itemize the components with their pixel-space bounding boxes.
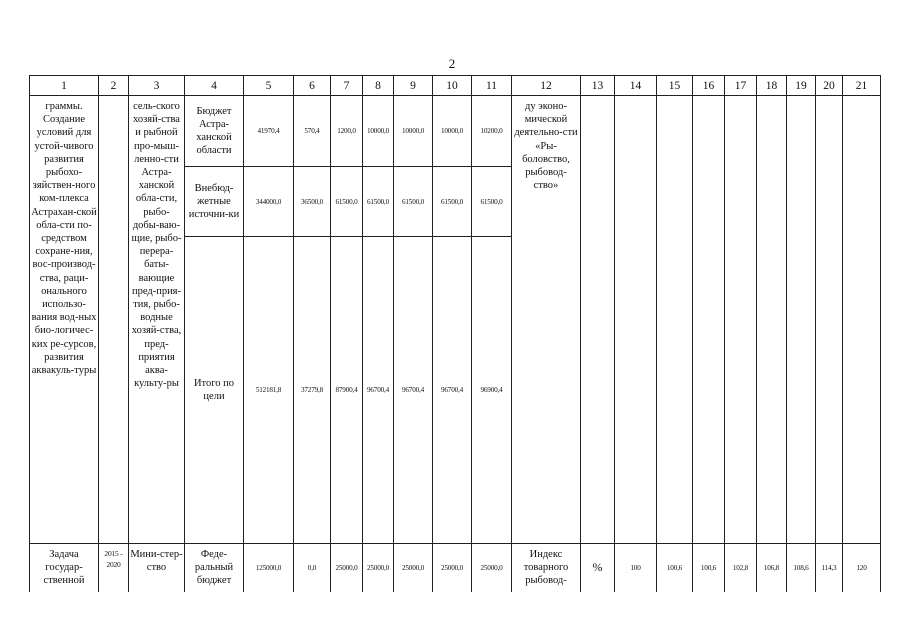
column-number: 5 — [244, 76, 294, 96]
empty-cell — [581, 96, 615, 544]
value-cell: 344000,0 — [244, 167, 294, 237]
indicator-description: ду эконо-мической деятельно-сти «Ры-боловство, рыбовод-ство» — [512, 96, 581, 544]
indicator-value: 106,8 — [757, 544, 787, 592]
column-number: 12 — [512, 76, 581, 96]
header-row — [30, 76, 881, 96]
empty-cell — [615, 96, 657, 544]
value-cell: 512181,8 — [244, 237, 294, 544]
indicator-value: 100,6 — [693, 544, 725, 592]
value-cell: 41970,4 — [244, 96, 294, 167]
value-cell: 61500,0 — [363, 167, 394, 237]
value-cell: 61500,0 — [331, 167, 363, 237]
column-number: 6 — [294, 76, 331, 96]
indicator-value: 108,6 — [787, 544, 816, 592]
empty-cell — [693, 96, 725, 544]
value-cell: 61500,0 — [472, 167, 512, 237]
value-cell: 25000,0 — [363, 544, 394, 592]
column-number: 14 — [615, 76, 657, 96]
column-number: 3 — [129, 76, 185, 96]
column-number: 19 — [787, 76, 816, 96]
column-number: 9 — [394, 76, 433, 96]
indicator-value: 100,6 — [657, 544, 693, 592]
empty-cell — [816, 96, 843, 544]
column-number: 2 — [99, 76, 129, 96]
period-cell: 2015 - 2020 — [99, 544, 129, 592]
page-number: 2 — [448, 56, 456, 71]
indicator-value: 120 — [843, 544, 881, 592]
program-table — [29, 75, 881, 592]
column-number: 16 — [693, 76, 725, 96]
empty-cell — [657, 96, 693, 544]
table-row — [30, 544, 881, 592]
column-number: 21 — [843, 76, 881, 96]
table-row — [30, 96, 881, 167]
empty-cell — [757, 96, 787, 544]
goal-description: граммы. Создание условий для устой-чивого развития рыбохо-зяйствен-ного ком-плекса Астрахан-ской обла-сти по-средством сохране-ния, вос-производ-ства, раци-онального использо-вания вод-ных био-логичес-ких ре-сурсов, развития аквакуль-туры — [30, 96, 99, 544]
column-number: 17 — [725, 76, 757, 96]
value-cell: 25000,0 — [394, 544, 433, 592]
value-cell: 25000,0 — [433, 544, 472, 592]
value-cell: 37279,8 — [294, 237, 331, 544]
executor-description: сель-ского хозяй-ства и рыбной про-мыш-ленно-сти Астра-ханской обла-сти, рыбо-добы-ваю-щие, рыбо-перера-баты-вающие пред-прия-тия, рыбо-водные хозяй-ства, пред-приятия аква-культу-ры — [129, 96, 185, 544]
funding-source: Внебюд-жетные источни-ки — [185, 167, 244, 237]
column-number: 11 — [472, 76, 512, 96]
column-number: 18 — [757, 76, 787, 96]
task-description: Задача государ-ственной — [30, 544, 99, 592]
column-number: 4 — [185, 76, 244, 96]
value-cell: 61500,0 — [394, 167, 433, 237]
value-cell: 570,4 — [294, 96, 331, 167]
value-cell: 1200,0 — [331, 96, 363, 167]
empty-cell — [787, 96, 816, 544]
unit-cell: % — [581, 544, 615, 592]
value-cell: 10000,0 — [433, 96, 472, 167]
column-number: 7 — [331, 76, 363, 96]
indicator-value: 102,8 — [725, 544, 757, 592]
indicator-description: Индекс товарного рыбовод- — [512, 544, 581, 592]
empty-cell — [843, 96, 881, 544]
funding-source: Бюджет Астра-ханской области — [185, 96, 244, 167]
empty-cell — [725, 96, 757, 544]
indicator-value: 114,3 — [816, 544, 843, 592]
column-number: 1 — [30, 76, 99, 96]
value-cell: 96700,4 — [433, 237, 472, 544]
value-cell: 25000,0 — [331, 544, 363, 592]
value-cell: 10000,0 — [394, 96, 433, 167]
column-number: 10 — [433, 76, 472, 96]
empty-cell — [99, 96, 129, 544]
value-cell: 0,0 — [294, 544, 331, 592]
value-cell: 87900,4 — [331, 237, 363, 544]
value-cell: 96700,4 — [363, 237, 394, 544]
value-cell: 10200,0 — [472, 96, 512, 167]
value-cell: 125000,0 — [244, 544, 294, 592]
indicator-value: 100 — [615, 544, 657, 592]
value-cell: 25000,0 — [472, 544, 512, 592]
column-number: 13 — [581, 76, 615, 96]
value-cell: 96700,4 — [394, 237, 433, 544]
column-number: 15 — [657, 76, 693, 96]
value-cell: 10000,0 — [363, 96, 394, 167]
funding-source: Итого по цели — [185, 237, 244, 544]
value-cell: 96900,4 — [472, 237, 512, 544]
funding-source: Феде-ральный бюджет — [185, 544, 244, 592]
column-number: 8 — [363, 76, 394, 96]
executor-description: Мини-стер-ство — [129, 544, 185, 592]
value-cell: 61500,0 — [433, 167, 472, 237]
value-cell: 36500,0 — [294, 167, 331, 237]
column-number: 20 — [816, 76, 843, 96]
